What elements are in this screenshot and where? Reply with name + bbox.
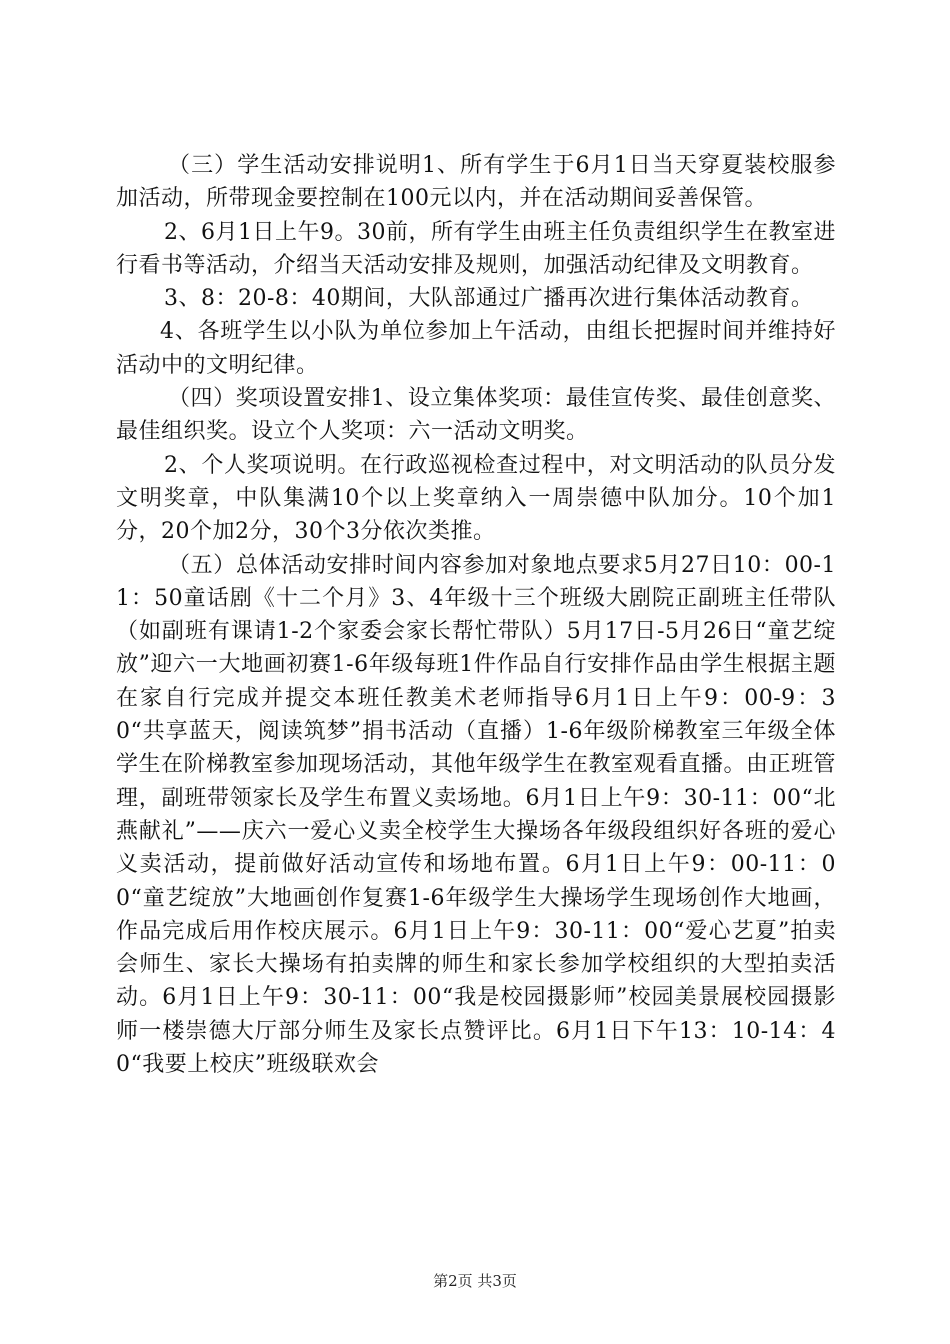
paragraph-item-4: 4、各班学生以小队为单位参加上午活动，由组长把握时间并维持好活动中的文明纪律。 xyxy=(116,319,836,378)
paragraph-section-3-intro: （三）学生活动安排说明1、所有学生于6月1日当天穿夏装校服参加活动，所带现金要控制在100元以内，并在活动期间妥善保管。 xyxy=(116,153,836,212)
page-footer: 第2页 共3页 xyxy=(433,1272,517,1290)
paragraph-item-2: 2、6月1日上午9。30前，所有学生由班主任负责组织学生在教室进行看书等活动，介绍当天活动安排及规则，加强活动纪律及文明教育。 xyxy=(116,219,836,278)
paragraph-award-description: 2、个人奖项说明。在行政巡视检查过程中，对文明活动的队员分发文明奖章，中队集满10个以上奖章纳入一周崇德中队加分。10个加1分，20个加2分，30个3分依次类推。 xyxy=(116,452,836,545)
paragraph-section-5-schedule: （五）总体活动安排时间内容参加对象地点要求5月27日10：00-11：50童话剧《十二个月》3、4年级十三个班级大剧院正副班主任带队（如副班有课请1-2个家委会家长帮忙带队）5月17日-5月26日“童艺绽放”迎六一大地画初赛1-6年级每班1件作品自行安排作品由学生根据主题在家自行完成并提交本班任教美术老师指导6月1日上午9：00-9：30“共享蓝天，阅读筑梦”捐书活动（直播）1-6年级阶梯教室三年级全体学生在阶梯教室参加现场活动，其他年级学生在教室观看直播。由正班管理，副班带领家长及学生布置义卖场地。6月1日上午9：30-11：00“北燕献礼”——庆六一爱心义卖全校学生大操场各年级段组织好各班的爱心义卖活动，提前做好活动宣传和场地布置。6月1日上午9：00-11：00“童艺绽放”大地画创作复赛1-6年级学生大操场学生现场创作大地画，作品完成后用作校庆展示。6月1日上午9：30-11：00“爱心艺夏”拍卖会师生、家长大操场有拍卖牌的师生和家长参加学校组织的大型拍卖活动。6月1日上午9：30-11：00“我是校园摄影师”校园美景展校园摄影师一楼崇德大厅部分师生及家长点赞评比。6月1日下午13：10-14：40“我要上校庆”班级联欢会 xyxy=(116,552,837,1078)
document-body xyxy=(116,149,836,1081)
paragraph-item-3: 3、8：20-8：40期间，大队部通过广播再次进行集体活动教育。 xyxy=(164,286,814,312)
paragraph-section-4-awards: （四）奖项设置安排1、设立集体奖项：最佳宣传奖、最佳创意奖、最佳组织奖。设立个人奖项：六一活动文明奖。 xyxy=(116,386,836,445)
